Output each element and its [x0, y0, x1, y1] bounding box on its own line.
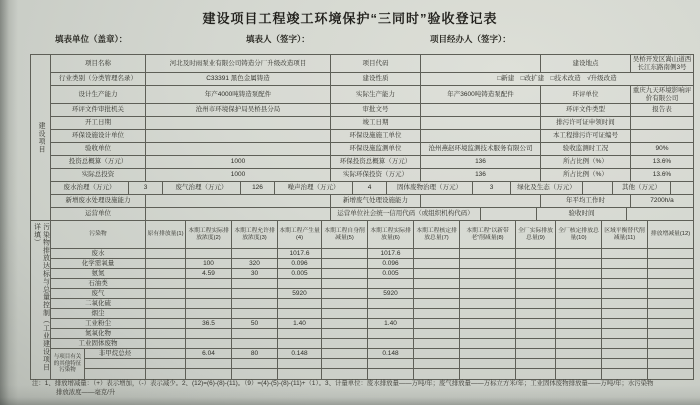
- row-actual-total-investment: [51, 169, 693, 182]
- cell: [368, 299, 414, 308]
- cell: [278, 299, 322, 308]
- cell: [460, 309, 516, 318]
- fill-person-label: 填表人（签字）：: [246, 34, 310, 44]
- pollutant-name: 工业粉尘: [51, 319, 146, 328]
- cell: [556, 339, 602, 348]
- value: 90%: [655, 145, 669, 153]
- cell: [460, 349, 516, 358]
- cell: [146, 309, 186, 318]
- header-cell: 本期工程实际排放浓度(2): [186, 221, 232, 248]
- row-special-empty-1: [85, 359, 693, 369]
- cell: [602, 289, 648, 298]
- cell: [648, 279, 693, 288]
- row-nox: [51, 329, 693, 339]
- cell: 1017.6: [368, 249, 414, 258]
- pollutant-name: 工业固体废物: [51, 339, 146, 348]
- label: 绿化及生态（万元）: [511, 182, 583, 194]
- value: [421, 130, 541, 142]
- label: 设计生产能力: [51, 86, 146, 103]
- header-cell: 污染物: [51, 221, 146, 248]
- cell: [460, 329, 516, 338]
- value: [421, 117, 541, 129]
- cell: [232, 329, 278, 338]
- cell: [414, 349, 460, 358]
- cell: [556, 279, 602, 288]
- cell: [146, 319, 186, 328]
- cell: [186, 329, 232, 338]
- cell: [556, 329, 602, 338]
- cell: [322, 279, 368, 288]
- header-cell: 本期工程允许排放浓度(3): [232, 221, 278, 248]
- pollutant-name: 氮氧化物: [51, 329, 146, 338]
- header-cell: 本期工程“以新带老”削减量(8): [460, 221, 516, 248]
- value: [583, 182, 613, 194]
- cell: [414, 309, 460, 318]
- cell: [278, 339, 322, 348]
- cell: [556, 369, 602, 379]
- form-title: 建设项目工程竣工环境保护“三同时”验收登记表: [202, 11, 498, 26]
- cell: [414, 369, 460, 379]
- cell: [602, 249, 648, 258]
- cell: [516, 369, 556, 379]
- cell: [368, 369, 414, 379]
- label: 新增废水处理设施能力: [51, 195, 146, 207]
- cell: [146, 289, 186, 298]
- cell: [460, 319, 516, 328]
- cell: [602, 279, 648, 288]
- cell: 0.005: [278, 269, 322, 278]
- cell: [556, 269, 602, 278]
- row-special-empty-2: [85, 369, 693, 379]
- value: 7200h/a: [650, 197, 674, 205]
- cell: 36.5: [186, 319, 232, 328]
- header-cell: 本期工程产生量(4): [278, 221, 322, 248]
- value: 13.6%: [652, 171, 672, 179]
- cell: [232, 339, 278, 348]
- label: 实际总投资: [51, 169, 146, 181]
- cell: [556, 249, 602, 258]
- footnote-line-2: 排放浓度——毫克/升: [56, 388, 116, 396]
- label: 建设地点: [541, 55, 631, 72]
- cell: [322, 359, 368, 368]
- label: 环评文件审批机关: [51, 104, 146, 116]
- cell: [516, 349, 556, 358]
- value: 报告表: [652, 106, 672, 114]
- row-start-date: [51, 117, 693, 130]
- cell: [460, 299, 516, 308]
- cell: [368, 359, 414, 368]
- label: 本工程排污许可证编号: [541, 130, 631, 142]
- value: [631, 130, 693, 142]
- cell: [556, 299, 602, 308]
- row-design-capacity: [51, 86, 693, 104]
- cell: 80: [232, 349, 278, 358]
- cell: 5920: [368, 289, 414, 298]
- cell: [648, 309, 693, 318]
- cell: [648, 359, 693, 368]
- cell: [516, 289, 556, 298]
- cell: [146, 349, 186, 358]
- cell: [186, 289, 232, 298]
- value: 3: [129, 182, 163, 194]
- cell: [516, 299, 556, 308]
- value: 年产4000吨铸造泵配件: [146, 86, 331, 103]
- header-cell: 排放增减量(12): [650, 231, 691, 238]
- value: [146, 117, 331, 129]
- cell: [516, 329, 556, 338]
- cell: [414, 359, 460, 368]
- cell: [516, 279, 556, 288]
- value: 3: [473, 182, 511, 194]
- label: 实际生产能力: [331, 86, 421, 103]
- row-operating-unit: [51, 208, 693, 221]
- label: 项目名称: [51, 55, 146, 72]
- label: 排污许可证申领时间: [541, 117, 631, 129]
- cell: [460, 359, 516, 368]
- label: 项目代码: [331, 55, 421, 72]
- cell: [516, 319, 556, 328]
- label: 新增废气处理设施能力: [331, 195, 421, 207]
- cell: 5920: [278, 289, 322, 298]
- header-cell: 区域平衡替代削减量(11): [602, 221, 648, 248]
- cell: [460, 289, 516, 298]
- value: [671, 182, 693, 194]
- row-petroleum: [51, 279, 693, 289]
- pollutant-name: 废气: [51, 289, 146, 298]
- label: 所占比例（%）: [541, 156, 631, 168]
- cell: [602, 309, 648, 318]
- cell: [368, 279, 414, 288]
- label: 建设性质: [331, 73, 421, 85]
- value: 沧州市环境保护局吴桥县分局: [146, 104, 331, 116]
- footnote-line-1: 注：1、排放增减量：（+）表示增加，（-）表示减少。2、(12)=(6)-(8)-(11)。（9）=(4)-(5)-(8)-(11)+（1）。3、计量单位：废水排放量——万吨/年；废气排放量——万标立方米/年；工业固体废物排放量——万吨/年；水污染物: [32, 380, 654, 387]
- cell: [414, 259, 460, 268]
- cell: [146, 269, 186, 278]
- pollutant-name: 非甲烷总烃: [85, 349, 146, 358]
- cell: [648, 289, 693, 298]
- label: 环保设施设计单位: [51, 130, 146, 142]
- section-label-pollutant-control: 污染物排放达标与总量控制（工业建设项目详填）: [32, 223, 49, 372]
- cell: 0.096: [368, 259, 414, 268]
- cell: [232, 299, 278, 308]
- cell: [322, 349, 368, 358]
- cell: [516, 259, 556, 268]
- label: 噪声治理（万元）: [275, 182, 353, 194]
- cell: [322, 319, 368, 328]
- cell: [232, 309, 278, 318]
- cell: [232, 369, 278, 379]
- value: 126: [241, 182, 275, 194]
- cell: [556, 359, 602, 368]
- label: 运营单位: [51, 208, 146, 220]
- cell: [322, 329, 368, 338]
- row-so2: [51, 299, 693, 309]
- row-industrial-dust: [51, 319, 693, 329]
- label: 环评单位: [541, 86, 631, 103]
- cell: [146, 329, 186, 338]
- cell: [232, 289, 278, 298]
- cell: 0.148: [278, 349, 322, 358]
- cell: [186, 309, 232, 318]
- cell: [648, 249, 693, 258]
- cell: [278, 329, 322, 338]
- form-table: [30, 54, 694, 380]
- cell: [414, 289, 460, 298]
- cell: [322, 249, 368, 258]
- cell: [648, 299, 693, 308]
- label: 开工日期: [51, 117, 146, 129]
- label: 固体废物治理（万元）: [387, 182, 473, 194]
- cell: [602, 299, 648, 308]
- cell: 100: [186, 259, 232, 268]
- cell: [146, 299, 186, 308]
- row-wastewater: [51, 249, 693, 259]
- value: 136: [421, 169, 541, 181]
- pollutant-name: 石油类: [51, 279, 146, 288]
- cell: [186, 359, 232, 368]
- label: 环保设施施工单位: [331, 130, 421, 142]
- cell: [146, 259, 186, 268]
- cell: [556, 309, 602, 318]
- cell: [648, 269, 693, 278]
- label: 废水治理（万元）: [51, 182, 129, 194]
- cell: [602, 259, 648, 268]
- cell: [322, 309, 368, 318]
- cell: [648, 349, 693, 358]
- cell: [278, 309, 322, 318]
- cell: [414, 269, 460, 278]
- cell: [460, 249, 516, 258]
- pollutant-name: 烟尘: [51, 309, 146, 318]
- cell: [602, 319, 648, 328]
- cell: [648, 369, 693, 379]
- cell: 0.096: [278, 259, 322, 268]
- value: [631, 117, 693, 129]
- cell: [648, 259, 693, 268]
- cell: [648, 319, 693, 328]
- value: [146, 130, 331, 142]
- cell: [322, 339, 368, 348]
- value: [627, 208, 693, 220]
- header-cell: 全厂实际排放总量(9): [516, 221, 556, 248]
- cell: [232, 279, 278, 288]
- value: [146, 143, 331, 155]
- cell: [322, 369, 368, 379]
- header-cell: 本期工程自身削减量(5): [322, 221, 368, 248]
- header-cell: 原有排放量(1): [146, 221, 186, 248]
- row-smoke-dust: [51, 309, 693, 319]
- cell: [460, 279, 516, 288]
- value: [146, 208, 331, 220]
- label: 环评文件类型: [541, 104, 631, 116]
- cell: [322, 269, 368, 278]
- pollutant-name: [85, 369, 146, 379]
- cell: [278, 369, 322, 379]
- pollutant-name: 二氧化硫: [51, 299, 146, 308]
- value: 136: [421, 156, 541, 168]
- cell: [556, 319, 602, 328]
- cell: [368, 309, 414, 318]
- row-ep-design-unit: [51, 130, 693, 143]
- row-waste-gas: [51, 289, 693, 299]
- label: 验收单位: [51, 143, 146, 155]
- section-label-column: [31, 55, 51, 379]
- cell: [368, 329, 414, 338]
- cell: [602, 269, 648, 278]
- row-nmhc: [85, 349, 693, 359]
- special-pollutants-block: [51, 349, 693, 379]
- cell: [602, 349, 648, 358]
- row-ammonia-nitrogen: [51, 269, 693, 279]
- cell: 1017.6: [278, 249, 322, 258]
- value: C33391 黑色金属铸造: [146, 73, 331, 85]
- cell: [186, 299, 232, 308]
- cell: [278, 359, 322, 368]
- label: 行业类别（分类管理名录）: [51, 73, 146, 85]
- cell: [516, 249, 556, 258]
- row-industry-category: [51, 73, 693, 86]
- cell: [186, 249, 232, 258]
- cell: [146, 279, 186, 288]
- pollutant-name: [85, 359, 146, 368]
- cell: 50: [232, 319, 278, 328]
- cell: [146, 369, 186, 379]
- cell: 30: [232, 269, 278, 278]
- cell: 0.005: [368, 269, 414, 278]
- cell: [460, 259, 516, 268]
- label: 年平均工作时: [541, 195, 631, 207]
- fill-unit-label: 填表单位（盖章）：: [55, 34, 128, 44]
- cell: [414, 249, 460, 258]
- cell: [414, 319, 460, 328]
- row-new-treatment-capacity: [51, 195, 693, 208]
- label: 验收时间: [537, 208, 627, 220]
- row-industrial-solid-waste: [51, 339, 693, 349]
- cell: [602, 329, 648, 338]
- pollutant-name: 化学需氧量: [51, 259, 146, 268]
- cell: 1.40: [278, 319, 322, 328]
- value: 吴桥开发区嵩山道西长江东路南侧3号: [632, 56, 692, 71]
- label: 环保投资总概算（万元）: [331, 156, 421, 168]
- cell: [322, 299, 368, 308]
- cell: [186, 279, 232, 288]
- cell: [232, 359, 278, 368]
- pollutant-header-row: [51, 221, 693, 249]
- cell: 1.40: [368, 319, 414, 328]
- value: 河北及时雨泵业有限公司铸造分厂升级改造项目: [146, 55, 331, 72]
- value: 1000: [146, 156, 331, 168]
- section-label-construction-project: 建设项目: [31, 55, 50, 221]
- row-acceptance-unit: [51, 143, 693, 156]
- cell: [414, 299, 460, 308]
- cell: [146, 249, 186, 258]
- label: 竣工日期: [331, 117, 421, 129]
- cell: [414, 279, 460, 288]
- row-treatment-costs: [51, 182, 693, 195]
- row-cod: [51, 259, 693, 269]
- cell: [186, 369, 232, 379]
- row-total-investment-budget: [51, 156, 693, 169]
- cell: [516, 309, 556, 318]
- label: 其他（万元）: [613, 182, 671, 194]
- cell: [460, 339, 516, 348]
- construction-nature-checkboxes: □新建 □改扩建 □技术改造 √升级改造: [497, 75, 617, 83]
- header-cell: 全厂核定排放总量(10): [556, 221, 602, 248]
- value: 沧州燕赵环境监测技术服务有限公司: [421, 143, 541, 155]
- row-eia-approval-authority: [51, 104, 693, 117]
- header-cell: 本期工程核定排放总量(7): [414, 221, 460, 248]
- cell: [186, 339, 232, 348]
- cell: [648, 339, 693, 348]
- header-cell: 本期工程实际排放量(6): [368, 221, 414, 248]
- label: 废气治理（万元）: [163, 182, 241, 194]
- cell: [460, 369, 516, 379]
- value: 13.6%: [652, 158, 672, 166]
- cell: [516, 359, 556, 368]
- cell: [232, 249, 278, 258]
- cell: [516, 339, 556, 348]
- cell: [556, 289, 602, 298]
- cell: [602, 339, 648, 348]
- cell: 0.148: [368, 349, 414, 358]
- row-project-name: [51, 55, 693, 73]
- cell: [602, 359, 648, 368]
- cell: [556, 259, 602, 268]
- label: 所占比例（%）: [541, 169, 631, 181]
- cell: [516, 269, 556, 278]
- value: 1000: [146, 169, 331, 181]
- cell: [414, 339, 460, 348]
- value: [481, 208, 537, 220]
- cell: [368, 339, 414, 348]
- project-handler-label: 项目经办人（签字）：: [430, 34, 511, 44]
- value: [421, 55, 541, 72]
- cell: [602, 369, 648, 379]
- pollutant-name: 废水: [51, 249, 146, 258]
- cell: [146, 339, 186, 348]
- value: [421, 195, 541, 207]
- value: 重庆九天环境影响评价有限公司: [632, 87, 692, 102]
- cell: 320: [232, 259, 278, 268]
- label: 投资总概算（万元）: [51, 156, 146, 168]
- label: 环保设施监测单位: [331, 143, 421, 155]
- cell: [460, 269, 516, 278]
- label: 验收监测时工况: [541, 143, 631, 155]
- value: 4: [353, 182, 387, 194]
- cell: [322, 259, 368, 268]
- value: [146, 195, 331, 207]
- cell: [414, 329, 460, 338]
- cell: [146, 359, 186, 368]
- special-pollutants-group-label: 与项目有关的其他特征污染物: [51, 349, 85, 379]
- cell: [556, 349, 602, 358]
- cell: [322, 289, 368, 298]
- cell: [648, 329, 693, 338]
- pollutant-name: 氨氮: [51, 269, 146, 278]
- special-pollutants-rows: [85, 349, 693, 379]
- cell: 4.59: [186, 269, 232, 278]
- label: 运营单位社会统一信用代码（或组织机构代码）: [331, 208, 481, 220]
- value: [421, 104, 541, 116]
- label: 实际环保投资（万元）: [331, 169, 421, 181]
- cell: [278, 279, 322, 288]
- label: 审批文号: [331, 104, 421, 116]
- cell: 6.04: [186, 349, 232, 358]
- value: 年产3600吨铸造泵配件: [421, 86, 541, 103]
- form-table-body: [51, 55, 693, 379]
- footnotes: [32, 380, 692, 397]
